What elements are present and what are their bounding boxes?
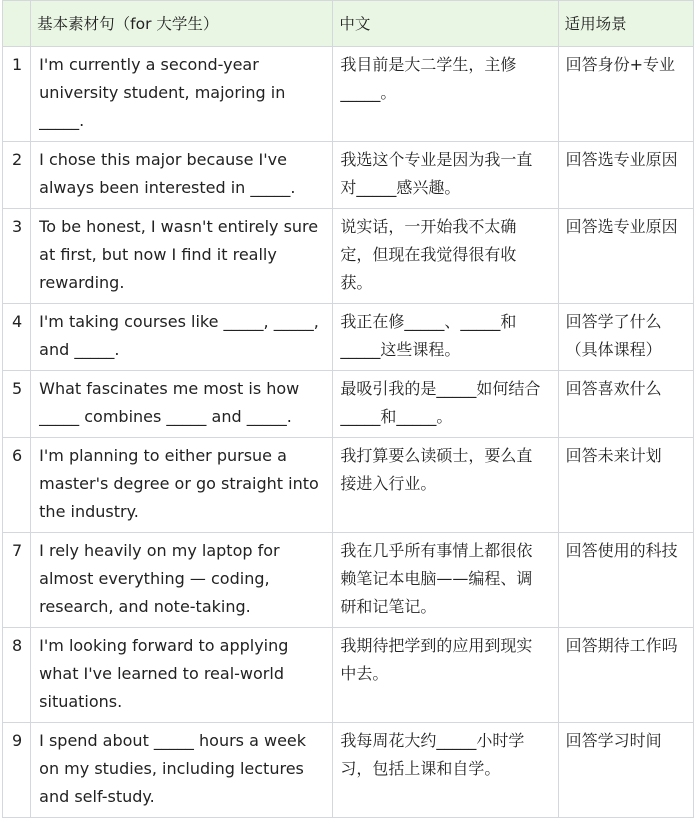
- row-number: 9: [3, 723, 31, 818]
- chinese-translation: 我每周花大约_____小时学习，包括上课和自学。: [333, 723, 558, 818]
- row-number: 4: [3, 304, 31, 371]
- row-number: 5: [3, 371, 31, 438]
- usage-scenario: 回答选专业原因: [558, 209, 693, 304]
- english-sentence: I chose this major because I've always been interested in _____.: [31, 142, 333, 209]
- usage-scenario: 回答身份+专业: [558, 47, 693, 142]
- english-sentence: What fascinates me most is how _____ combines _____ and _____.: [31, 371, 333, 438]
- chinese-translation: 我期待把学到的应用到现实中去。: [333, 628, 558, 723]
- chinese-translation: 我目前是大二学生，主修_____。: [333, 47, 558, 142]
- row-number: 8: [3, 628, 31, 723]
- english-sentence: I'm planning to either pursue a master's degree or go straight into the industry.: [31, 438, 333, 533]
- usage-scenario: 回答学习时间: [558, 723, 693, 818]
- phrase-table: [2, 0, 694, 818]
- table-row: [3, 142, 694, 209]
- row-number: 7: [3, 533, 31, 628]
- row-number: 1: [3, 47, 31, 142]
- usage-scenario: 回答未来计划: [558, 438, 693, 533]
- english-sentence: I'm currently a second-year university student, majoring in _____.: [31, 47, 333, 142]
- header-scenario: 适用场景: [558, 1, 693, 47]
- chinese-translation: 我选这个专业是因为我一直对_____感兴趣。: [333, 142, 558, 209]
- table-row: [3, 47, 694, 142]
- english-sentence: I spend about _____ hours a week on my studies, including lectures and self-study.: [31, 723, 333, 818]
- usage-scenario: 回答期待工作吗: [558, 628, 693, 723]
- table-body: [3, 47, 694, 818]
- table-row: [3, 209, 694, 304]
- chinese-translation: 我正在修_____、_____和_____这些课程。: [333, 304, 558, 371]
- table-row: [3, 438, 694, 533]
- chinese-translation: 我在几乎所有事情上都很依赖笔记本电脑——编程、调研和记笔记。: [333, 533, 558, 628]
- usage-scenario: 回答学了什么（具体课程）: [558, 304, 693, 371]
- english-sentence: I'm looking forward to applying what I've learned to real-world situations.: [31, 628, 333, 723]
- row-number: 3: [3, 209, 31, 304]
- row-number: 2: [3, 142, 31, 209]
- usage-scenario: 回答选专业原因: [558, 142, 693, 209]
- chinese-translation: 说实话，一开始我不太确定，但现在我觉得很有收获。: [333, 209, 558, 304]
- table-row: [3, 628, 694, 723]
- usage-scenario: 回答使用的科技: [558, 533, 693, 628]
- usage-scenario: 回答喜欢什么: [558, 371, 693, 438]
- english-sentence: To be honest, I wasn't entirely sure at first, but now I find it really rewarding.: [31, 209, 333, 304]
- chinese-translation: 我打算要么读硕士，要么直接进入行业。: [333, 438, 558, 533]
- chinese-translation: 最吸引我的是_____如何结合_____和_____。: [333, 371, 558, 438]
- header-english-sentence: 基本素材句（for 大学生）: [31, 1, 333, 47]
- header-number: [3, 1, 31, 47]
- header-row: [3, 1, 694, 47]
- header-chinese: 中文: [333, 1, 558, 47]
- table-header: [3, 1, 694, 47]
- row-number: 6: [3, 438, 31, 533]
- table-row: [3, 304, 694, 371]
- english-sentence: I rely heavily on my laptop for almost everything — coding, research, and note-taking.: [31, 533, 333, 628]
- table-row: [3, 723, 694, 818]
- table-row: [3, 371, 694, 438]
- english-sentence: I'm taking courses like _____, _____, and _____.: [31, 304, 333, 371]
- table-row: [3, 533, 694, 628]
